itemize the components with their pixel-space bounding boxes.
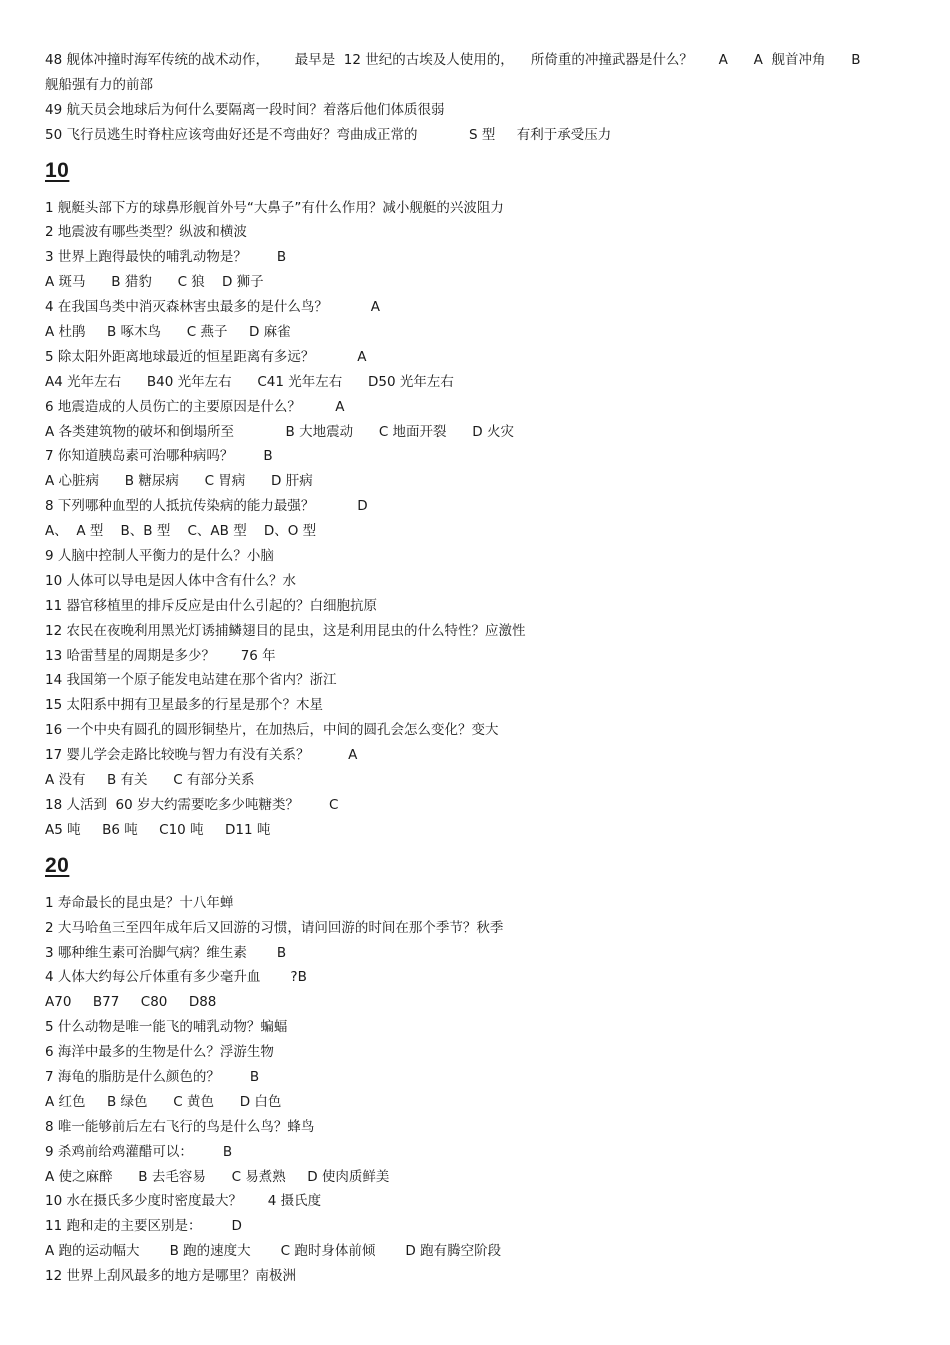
question-line: 48 舰体冲撞时海军传统的战术动作， 最早是 12 世纪的古埃及人使用的， 所倚重的冲撞武器是什么？ A A 舰首冲角 B xyxy=(45,52,861,68)
document-page xyxy=(45,48,915,1289)
question-line: 8 唯一能够前后左右飞行的鸟是什么鸟？蜂鸟 xyxy=(45,1118,315,1135)
question-line: 7 海龟的脂肪是什么颜色的？ B xyxy=(45,1068,260,1085)
options-line: A 杜鹃 B 啄木鸟 C 燕子 D 麻雀 xyxy=(45,324,291,341)
question-line: 6 地震造成的人员伤亡的主要原因是什么？ A xyxy=(45,398,345,415)
question-line: 舰船强有力的前部 xyxy=(45,76,153,93)
question-line: 18 人活到 60 岁大约需要吃多少吨糖类？ C xyxy=(45,796,339,813)
options-line: A4 光年左右 B40 光年左右 C41 光年左右 D50 光年左右 xyxy=(45,373,454,390)
question-line: 12 农民在夜晚利用黑光灯诱捕鳞翅目的昆虫，这是利用昆虫的什么特性？应激性 xyxy=(45,622,526,639)
question-line: 3 世界上跑得最快的哺乳动物是？ B xyxy=(45,249,287,266)
options-line: A 没有 B 有关 C 有部分关系 xyxy=(45,772,255,789)
question-line: 4 在我国鸟类中消灭森林害虫最多的是什么鸟？ A xyxy=(45,299,381,316)
question-line: 3 哪种维生素可治脚气病？维生素 B xyxy=(45,944,287,961)
question-line: 11 器官移植里的排斥反应是由什么引起的？白细胞抗原 xyxy=(45,597,377,614)
options-line: A 红色 B 绿色 C 黄色 D 白色 xyxy=(45,1093,282,1110)
options-line: A5 吨 B6 吨 C10 吨 D11 吨 xyxy=(45,821,271,838)
question-line: 13 哈雷彗星的周期是多少？ 76 年 xyxy=(45,647,276,664)
question-line: 15 太阳系中拥有卫星最多的行星是那个？木星 xyxy=(45,697,323,714)
question-line: 10 水在摄氏多少度时密度最大？ 4 摄氏度 xyxy=(45,1193,322,1210)
question-line: 49 航天员会地球后为何什么要隔离一段时间？着落后他们体质很弱 xyxy=(45,101,445,118)
question-line: 4 人体大约每公斤体重有多少毫升血 ?B xyxy=(45,969,307,986)
question-line: 10 人体可以导电是因人体中含有什么？水 xyxy=(45,572,296,589)
section-heading: 20 xyxy=(45,853,70,877)
question-line: 2 地震波有哪些类型？纵波和横波 xyxy=(45,224,247,241)
question-line: 50 飞行员逃生时脊柱应该弯曲好还是不弯曲好？弯曲成正常的 S 型 有利于承受压力 xyxy=(45,126,612,143)
question-line: 5 什么动物是唯一能飞的哺乳动物？蝙蝠 xyxy=(45,1019,288,1036)
options-line: A70 B77 C80 D88 xyxy=(45,994,217,1011)
question-line: 17 婴儿学会走路比较晚与智力有没有关系？ A xyxy=(45,747,358,764)
question-line: 9 杀鸡前给鸡灌醋可以： B xyxy=(45,1143,233,1160)
question-line: 11 跑和走的主要区别是： D xyxy=(45,1218,242,1235)
options-line: A 使之麻醉 B 去毛容易 C 易煮熟 D 使肉质鲜美 xyxy=(45,1168,390,1185)
question-line: 7 你知道胰岛素可治哪种病吗？ B xyxy=(45,448,273,465)
question-line: 6 海洋中最多的生物是什么？浮游生物 xyxy=(45,1044,274,1061)
options-line: A 跑的运动幅大 B 跑的速度大 C 跑时身体前倾 D 跑有腾空阶段 xyxy=(45,1243,502,1260)
question-line: 5 除太阳外距离地球最近的恒星距离有多远？ A xyxy=(45,348,367,365)
question-line: 2 大马哈鱼三至四年成年后又回游的习惯，请问回游的时间在那个季节？秋季 xyxy=(45,919,504,936)
section-20 xyxy=(45,853,915,1289)
options-line: A 各类建筑物的破坏和倒塌所至 B 大地震动 C 地面开裂 D 火灾 xyxy=(45,423,514,440)
question-line: 16 一个中央有圆孔的圆形铜垫片，在加热后，中间的圆孔会怎么变化？变大 xyxy=(45,722,499,739)
question-line: 8 下列哪种血型的人抵抗传染病的能力最强？ D xyxy=(45,498,368,515)
intro-section xyxy=(45,48,915,148)
question-line: 1 舰艇头部下方的球鼻形舰首外号“大鼻子”有什么作用？减小舰艇的兴波阻力 xyxy=(45,199,504,216)
question-line: 1 寿命最长的昆虫是？十八年蝉 xyxy=(45,894,234,911)
options-line: A 心脏病 B 糖尿病 C 胃病 D 肝病 xyxy=(45,473,313,490)
question-line: 14 我国第一个原子能发电站建在那个省内？浙江 xyxy=(45,672,337,689)
section-heading: 10 xyxy=(45,158,70,182)
section-10 xyxy=(45,158,915,843)
question-line: 12 世界上刮风最多的地方是哪里？南极洲 xyxy=(45,1268,296,1285)
question-line: 9 人脑中控制人平衡力的是什么？小脑 xyxy=(45,548,274,565)
options-line: A 斑马 B 猎豹 C 狼 D 狮子 xyxy=(45,274,264,291)
options-line: A、 A 型 B、B 型 C、AB 型 D、O 型 xyxy=(45,523,317,540)
